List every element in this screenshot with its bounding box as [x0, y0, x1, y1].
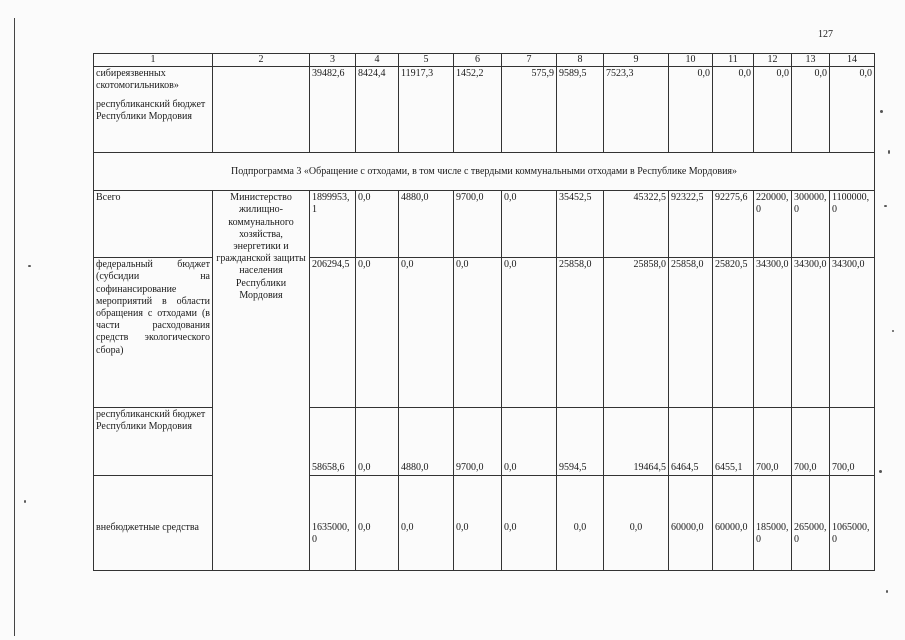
column-number: 2	[213, 54, 310, 67]
scan-speck	[886, 590, 888, 593]
table-cell: 0,0	[356, 408, 399, 476]
table-cell: 206294,5	[310, 258, 356, 408]
table-cell: 0,0	[669, 67, 713, 153]
scan-speck	[892, 330, 894, 332]
scan-speck	[884, 205, 887, 207]
table-cell: 92275,6	[713, 191, 754, 258]
budget-table	[93, 53, 875, 571]
table-cell: 0,0	[502, 258, 557, 408]
table-cell: 9700,0	[454, 408, 502, 476]
scan-speck	[880, 110, 883, 113]
table-cell: 25858,0	[557, 258, 604, 408]
table-cell: 39482,6	[310, 67, 356, 153]
table-cell: 0,0	[356, 476, 399, 571]
table-cell: 0,0	[399, 258, 454, 408]
table-cell: 0,0	[754, 67, 792, 153]
table-cell: 1065000,0	[830, 476, 875, 571]
table-cell: 0,0	[557, 476, 604, 571]
table-row	[94, 67, 875, 153]
table-cell: 11917,3	[399, 67, 454, 153]
table-cell: 1899953,1	[310, 191, 356, 258]
table-cell: 300000,0	[792, 191, 830, 258]
table-cell: 9594,5	[557, 408, 604, 476]
column-number: 5	[399, 54, 454, 67]
table-cell: 0,0	[502, 476, 557, 571]
table-cell: 8424,4	[356, 67, 399, 153]
table-cell: 0,0	[713, 67, 754, 153]
table-cell: 185000,0	[754, 476, 792, 571]
table-cell: 35452,5	[557, 191, 604, 258]
column-number: 7	[502, 54, 557, 67]
table-cell: 1635000,0	[310, 476, 356, 571]
row-label: федеральный бюджет (субсидии на софинансирование мероприятий в области обращения с отходами (в части расходования средств экологического сбора)	[94, 258, 213, 408]
subprogram-title: Подпрограмма 3 «Обращение с отходами, в том числе с твердыми коммунальными отходами в Республике Мордовия»	[94, 153, 875, 191]
table-cell: 0,0	[356, 191, 399, 258]
row-label: республиканский бюджет Республики Мордовия	[94, 408, 213, 476]
row-label: Всего	[94, 191, 213, 258]
column-number: 8	[557, 54, 604, 67]
table-cell: 700,0	[792, 408, 830, 476]
table-cell: 0,0	[604, 476, 669, 571]
table-cell: 9700,0	[454, 191, 502, 258]
table-cell: 220000,0	[754, 191, 792, 258]
column-number: 1	[94, 54, 213, 67]
scan-speck	[24, 500, 26, 503]
table-cell: 4880,0	[399, 191, 454, 258]
label-line: сибиреязвенных скотомогильников»	[96, 68, 179, 92]
column-number: 4	[356, 54, 399, 67]
row-label	[94, 67, 213, 153]
table-cell: 9589,5	[557, 67, 604, 153]
executor-cell: Министерство жилищно-коммунального хозяйства, энергетики и гражданской защиты населения Республики Мордовия	[213, 191, 310, 571]
table-cell: 575,9	[502, 67, 557, 153]
column-number: 3	[310, 54, 356, 67]
row-label: внебюджетные средства	[94, 476, 213, 571]
table-cell: 0,0	[502, 408, 557, 476]
table-cell: 60000,0	[713, 476, 754, 571]
column-number: 6	[454, 54, 502, 67]
table-cell: 0,0	[502, 191, 557, 258]
table-cell: 25858,0	[669, 258, 713, 408]
scan-speck	[888, 150, 890, 154]
table-cell: 1100000,0	[830, 191, 875, 258]
table-cell: 34300,0	[792, 258, 830, 408]
table-row	[94, 476, 875, 571]
left-margin-rule	[14, 18, 15, 636]
table-cell: 1452,2	[454, 67, 502, 153]
column-number: 11	[713, 54, 754, 67]
table-row	[94, 408, 875, 476]
table-cell: 700,0	[754, 408, 792, 476]
table-cell: 19464,5	[604, 408, 669, 476]
table-cell: 265000,0	[792, 476, 830, 571]
table-cell: 92322,5	[669, 191, 713, 258]
table-cell: 58658,6	[310, 408, 356, 476]
column-number: 13	[792, 54, 830, 67]
table-cell: 25858,0	[604, 258, 669, 408]
table-cell: 0,0	[830, 67, 875, 153]
table-cell: 0,0	[356, 258, 399, 408]
table-cell: 4880,0	[399, 408, 454, 476]
page-number: 127	[818, 29, 833, 40]
table-cell: 45322,5	[604, 191, 669, 258]
subprogram-row	[94, 153, 875, 191]
table-cell: 700,0	[830, 408, 875, 476]
table-cell: 0,0	[454, 476, 502, 571]
table-cell: 6455,1	[713, 408, 754, 476]
table-cell: 60000,0	[669, 476, 713, 571]
table-cell: 0,0	[399, 476, 454, 571]
table-cell: 25820,5	[713, 258, 754, 408]
table-cell: 6464,5	[669, 408, 713, 476]
executor-cell	[213, 67, 310, 153]
table-cell: 0,0	[454, 258, 502, 408]
column-number: 12	[754, 54, 792, 67]
table-cell: 0,0	[792, 67, 830, 153]
column-number: 10	[669, 54, 713, 67]
table-cell: 7523,3	[604, 67, 669, 153]
scan-speck	[879, 470, 882, 473]
column-number: 14	[830, 54, 875, 67]
column-number: 9	[604, 54, 669, 67]
table-row	[94, 191, 875, 258]
table-cell: 34300,0	[754, 258, 792, 408]
scan-speck	[28, 265, 31, 267]
table-cell: 34300,0	[830, 258, 875, 408]
column-number-row	[94, 54, 875, 67]
table-row	[94, 258, 875, 408]
label-line: республиканский бюджет Республики Мордовия	[96, 99, 206, 123]
